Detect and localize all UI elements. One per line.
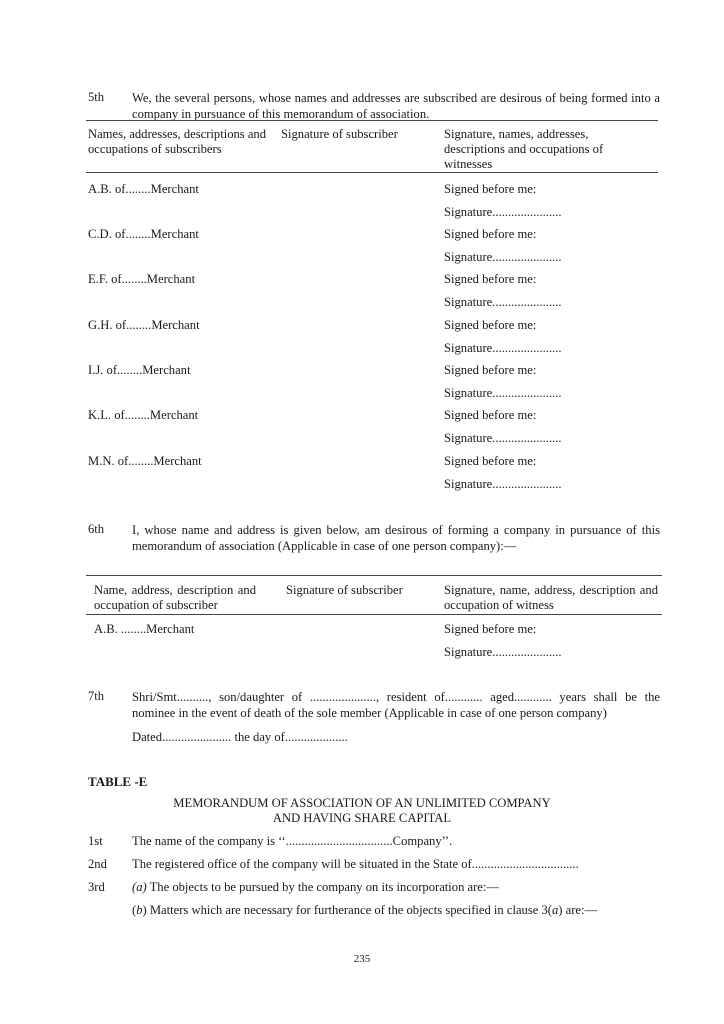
item-3b-text: Matters which are necessary for furtherance of the objects specified in clause 3(: [146, 903, 552, 917]
item-3a-line: [132, 880, 499, 895]
page-number: 235: [353, 953, 371, 965]
item-3b-label-open: (: [132, 903, 137, 917]
item-3b-label-close: ): [142, 903, 147, 917]
table-e-heading: TABLE -E: [88, 774, 148, 789]
table-e-title-line2: AND HAVING SHARE CAPITAL: [272, 811, 452, 825]
col-header-signature: Signature of subscriber: [281, 127, 398, 141]
col-header-subscribers: Names, addresses, descriptions and occupations of subscribers: [88, 127, 267, 156]
witness-signature: Signature......................: [444, 205, 562, 219]
subscriber-name: C.D. of........Merchant: [88, 227, 199, 241]
subscriber-name: A.B. of........Merchant: [88, 182, 199, 196]
subscriber-name: G.H. of........Merchant: [88, 318, 200, 332]
item-3a-label: (a): [132, 880, 147, 894]
clause-6-text: I, whose name and address is given below, am desirous of forming a company in pursuance of this memorandum of association (Applicable in case of one person company):—: [132, 523, 660, 553]
subscriber-name: M.N. of........Merchant: [88, 454, 202, 468]
clause-6-number: 6th: [88, 522, 105, 536]
item-2-number: 2nd: [88, 857, 107, 871]
signed-before-me: Signed before me:: [444, 182, 537, 196]
clause-7-number: 7th: [88, 689, 105, 703]
item-3-number: 3rd: [88, 880, 105, 894]
subscriber-name: E.F. of........Merchant: [88, 272, 196, 286]
witness-signature: Signature......................: [444, 250, 562, 264]
table-header-rule: [86, 172, 658, 173]
item-1-number: 1st: [88, 834, 103, 848]
item-3b-label-letter: b: [136, 903, 143, 917]
item-1-text: The name of the company is ‘‘..................................Company’’.: [132, 834, 453, 848]
signed-before-me: Signed before me:: [444, 454, 537, 468]
item-3a-text: The objects to be pursued by the company on its incorporation are:—: [146, 880, 499, 894]
signed-before-me: Signed before me:: [444, 272, 537, 286]
witness-signature: Signature......................: [444, 386, 562, 400]
witness-signature: Signature......................: [444, 431, 562, 445]
table2-top-rule: [86, 575, 662, 576]
signed-before-me: Signed before me:: [444, 408, 537, 422]
table-e-title-line1: MEMORANDUM OF ASSOCIATION OF AN UNLIMITED COMPANY: [173, 796, 551, 810]
signed-before-me: Signed before me:: [444, 318, 537, 332]
col-header-subscriber: Name, address, description and occupation of subscriber: [94, 583, 256, 612]
dated-line: Dated...................... the day of....................: [132, 730, 348, 744]
subscriber-name: K.L. of........Merchant: [88, 408, 199, 422]
clause-5-text: We, the several persons, whose names and addresses are subscribed are desirous of being formed into a company in pursuance of this memorandum of association.: [132, 91, 660, 121]
signed-before-me: Signed before me:: [444, 622, 537, 636]
col-header-witness: Signature, name, address, description and occupation of witness: [444, 583, 658, 612]
col-header-witnesses: Signature, names, addresses, descriptions and occupations of witnesses: [444, 127, 604, 171]
signed-before-me: Signed before me:: [444, 363, 537, 377]
col-header-signature: Signature of subscriber: [286, 583, 403, 597]
clause-7-text: Shri/Smt.........., son/daughter of ....................., resident of............ aged............ years shall be the nominee in the event of death of the sole member (Applicable in case of one person company): [132, 690, 660, 720]
witness-signature: Signature......................: [444, 341, 562, 355]
clause-5-number: 5th: [88, 90, 105, 104]
witness-signature: Signature......................: [444, 295, 562, 309]
table-top-rule: [86, 120, 658, 121]
item-3b-ref: a: [551, 903, 559, 917]
subscriber-name: I.J. of........Merchant: [88, 363, 191, 377]
table2-header-rule: [86, 614, 662, 615]
witness-signature: Signature......................: [444, 645, 562, 659]
subscriber-name: A.B. ........Merchant: [94, 622, 195, 636]
item-3b-text-end: ) are:—: [558, 903, 598, 917]
witness-signature: Signature......................: [444, 477, 562, 491]
item-2-text: The registered office of the company will be situated in the State of..................................: [132, 857, 579, 871]
item-3b-line: [132, 903, 597, 918]
signed-before-me: Signed before me:: [444, 227, 537, 241]
